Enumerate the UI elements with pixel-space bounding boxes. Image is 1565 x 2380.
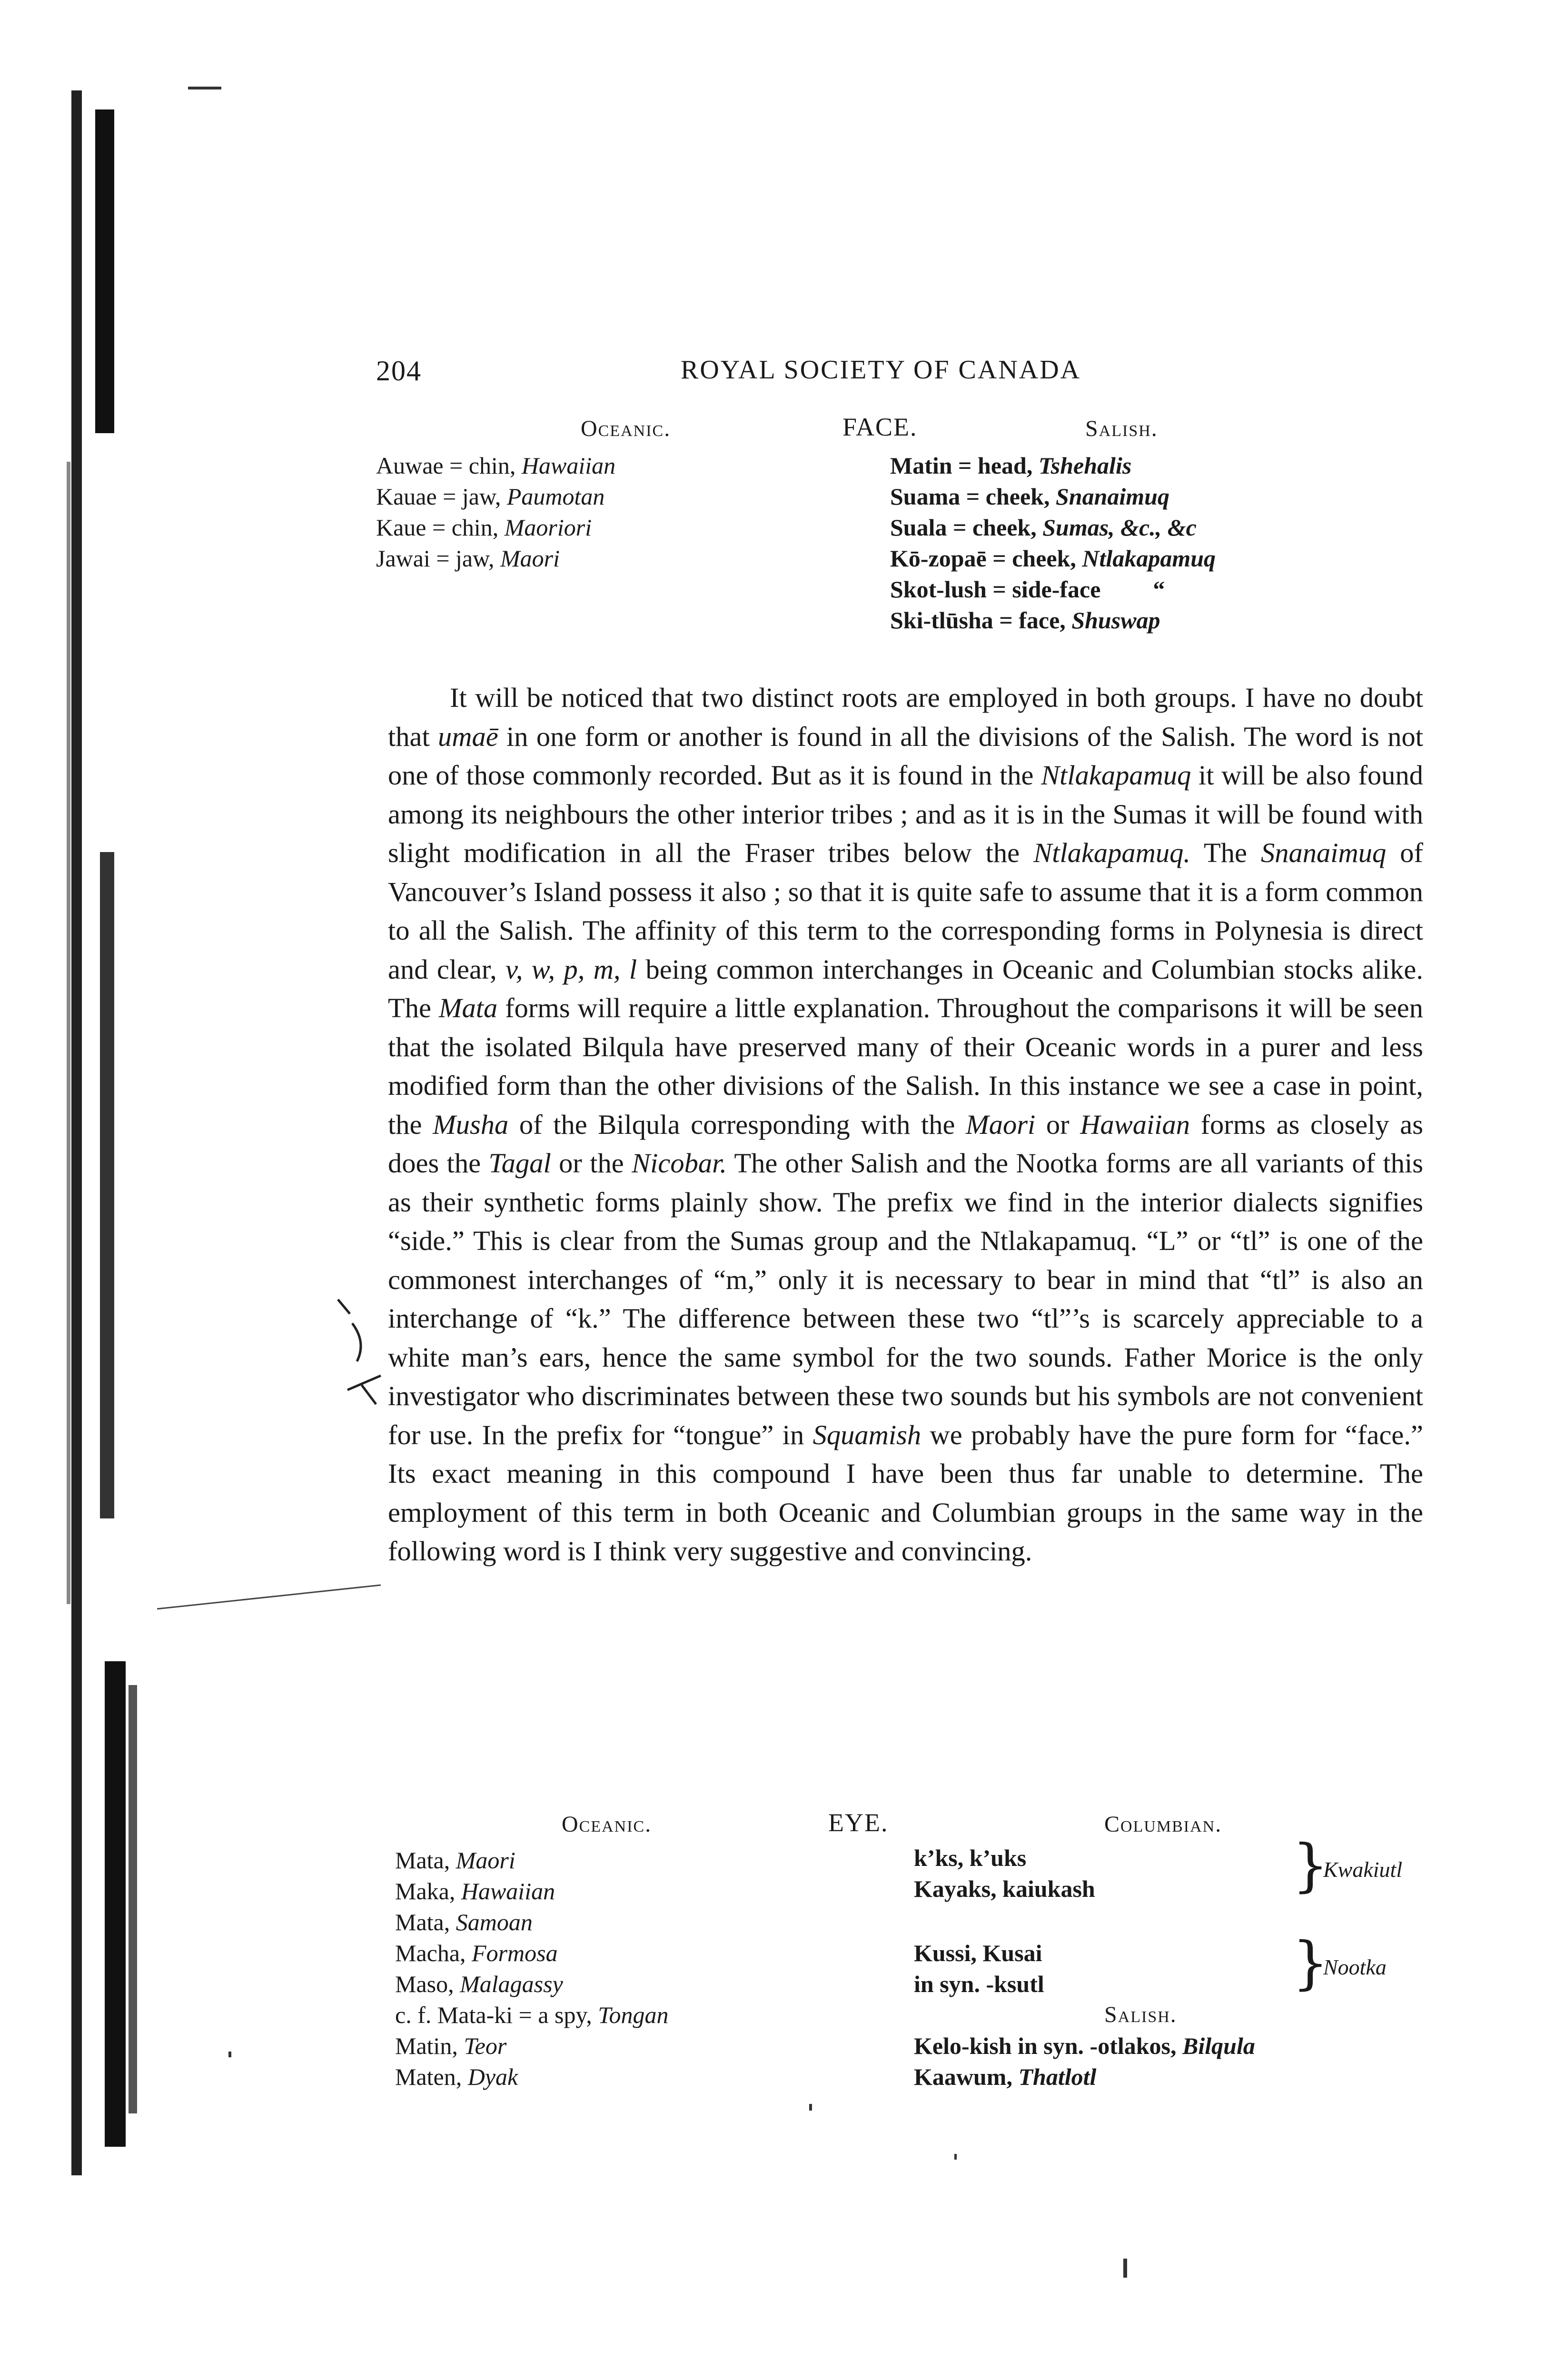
label-nootka: Nootka [1323, 1955, 1387, 1979]
eye-right-heading: Columbian. [1104, 1812, 1222, 1837]
face-middle-heading: FACE. [842, 413, 918, 441]
eye-right-row: Kussi, Kusai [914, 1940, 1042, 1966]
eye-middle-heading: EYE. [828, 1808, 889, 1837]
body-paragraph: It will be noticed that two distinct roots are employed in both groups. I have no doubt that umaē in one form or another is found in all the divisions of the Salish. The word is not one of those commonly recorded. But as it is found in the Ntlakapamuq it will be also found among its neighbours the other interior tribes ; and as it is in the Sumas it will be found with slight modification in all the Fraser tribes below the Ntlakapamuq. The Snanaimuq of Vancouver’s Island possess it also ; so that it is quite safe to assume that it is a form common to all the Salish. The affinity of this term to the corresponding forms in Polynesia is direct and clear, v, w, p, m, l being common interchanges in Oceanic and Columbian stocks alike. The Mata forms will require a little explanation. Throughout the comparisons it will be seen that the isolated Bilqula have preserved many of their Oceanic words in a purer and less modified form than the other divisions of the Salish. In this instance we see a case in point, the Musha of the Bilqula corresponding with the Maori or Hawaiian forms as closely as does the Tagal or the Nicobar. The other Salish and the Nootka forms are all variants of this as their synthetic forms plainly show. The prefix we find in the interior dialects signifies “side.” This is clear from the Sumas group and the Ntlakapamuq. “L” or “tl” is one of the commonest interchanges of “m,” only it is necessary to bear in mind that “tl” is also an interchange of “k.” The difference between these two “tl”’s is scarcely appreciable to a white man’s ears, hence the same symbol for the two sounds. Father Morice is the only investigator who discriminates between these two sounds but his symbols are not convenient for use. In the prefix for “tongue” in Squamish we probably have the pure form for “face.” Its exact meaning in this compound I have been thus far unable to determine. The employment of this term in both Oceanic and Columbian groups in the same way in the following word is I think very suggestive and convincing. [388, 682, 1424, 1567]
margin-line-icon [157, 1580, 386, 1618]
brace-kwakiutl: } [1292, 1833, 1329, 1899]
speck [1123, 2259, 1127, 2278]
eye-salish-row: Kelo-kish in syn. -otlakos, Bilqula [914, 2033, 1255, 2059]
speck [954, 2154, 957, 2160]
eye-left-row: Mata, Samoan [395, 1909, 533, 1935]
face-right-row: Matin = head, Tshehalis [890, 452, 1132, 479]
eye-left-row: c. f. Mata-ki = a spy, Tongan [395, 2002, 669, 2028]
face-right-row: Suala = cheek, Sumas, &c., &c [890, 514, 1197, 541]
face-right-row: Skot-lush = side-face “ [890, 576, 1165, 603]
top-edge-mark [188, 87, 221, 89]
face-left-row: Auwae = chin, Hawaiian [376, 452, 616, 479]
eye-left-row: Maten, Dyak [395, 2063, 518, 2090]
eye-left-row: Maka, Hawaiian [395, 1878, 555, 1904]
speck [809, 2104, 812, 2111]
salish-heading: Salish. [1104, 2002, 1177, 2027]
eye-right-row: k’ks, k’uks [914, 1844, 1027, 1871]
eye-salish-row: Kaawum, Thatlotl [914, 2063, 1097, 2090]
face-right-row: Kō-zopaē = cheek, Ntlakapamuq [890, 545, 1216, 572]
face-left-row: Kaue = chin, Maoriori [376, 514, 592, 541]
eye-left-heading: Oceanic. [562, 1812, 652, 1837]
running-title: ROYAL SOCIETY OF CANADA [681, 355, 1081, 385]
scan-edge-artifact [67, 90, 162, 2175]
face-left-row: Jawai = jaw, Maori [376, 545, 560, 572]
label-kwakiutl: Kwakiutl [1323, 1857, 1403, 1882]
page-header [376, 350, 1499, 397]
face-table [376, 405, 1499, 652]
face-left-row: Kauae = jaw, Paumotan [376, 483, 605, 510]
eye-right-row: in syn. -ksutl [914, 1971, 1044, 1997]
margin-annotation-icon [328, 1295, 395, 1418]
page-number: 204 [376, 355, 422, 387]
eye-table [395, 1809, 1490, 2142]
eye-left-row: Mata, Maori [395, 1847, 515, 1874]
face-right-row: Ski-tlūsha = face, Shuswap [890, 607, 1160, 634]
face-left-heading: Oceanic. [581, 416, 671, 441]
eye-left-row: Maso, Malagassy [395, 1971, 563, 1997]
eye-left-row: Matin, Teor [395, 2033, 507, 2059]
face-right-row: Suama = cheek, Snanaimuq [890, 483, 1169, 510]
eye-left-row: Macha, Formosa [395, 1940, 558, 1966]
brace-nootka: } [1292, 1930, 1329, 1996]
eye-right-row: Kayaks, kaiukash [914, 1875, 1095, 1902]
speck [228, 2052, 231, 2057]
face-right-heading: Salish. [1085, 416, 1158, 441]
